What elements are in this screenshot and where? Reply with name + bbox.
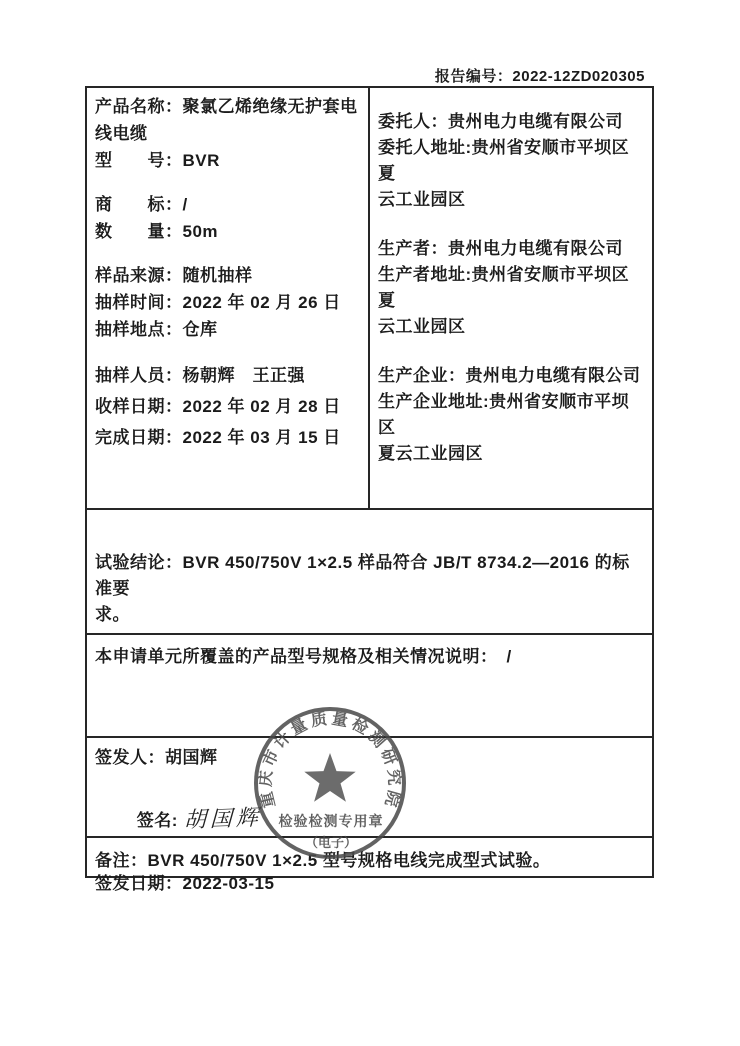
client-info-cell	[370, 88, 652, 508]
handwritten-signature: 胡国辉	[183, 804, 263, 833]
client-line: 委托人：贵州电力电缆有限公司	[378, 112, 623, 131]
issuer-line: 签发人：胡国辉	[95, 748, 218, 767]
product-name-wrap-line: 线电缆	[95, 124, 148, 143]
stamp-subtitle-text: （电子）	[304, 835, 358, 850]
complete-date-line: 完成日期：2022 年 03 月 15 日	[95, 428, 341, 447]
manufacturer-address-wrap-line: 夏云工业园区	[378, 444, 483, 463]
conclusion-wrap-line: 求。	[95, 605, 130, 624]
client-address-line: 委托人地址:贵州省安顺市平坝区夏	[378, 138, 630, 183]
client-address-wrap-line: 云工业园区	[378, 190, 466, 209]
trademark-line: 商 标：/	[95, 195, 188, 214]
receive-date-line: 收样日期：2022 年 02 月 28 日	[95, 397, 341, 416]
spacer	[95, 343, 362, 360]
official-seal-stamp	[240, 693, 420, 873]
sampling-time-line: 抽样时间：2022 年 02 月 26 日	[95, 293, 341, 312]
report-number-value: 2022-12ZD020305	[512, 68, 645, 85]
producer-address-wrap-line: 云工业园区	[378, 317, 466, 336]
producer-line: 生产者：贵州电力电缆有限公司	[378, 239, 623, 258]
quantity-line: 数 量：50m	[95, 222, 219, 241]
sampling-staff-line: 抽样人员：杨朝辉 王正强	[95, 366, 305, 385]
spacer	[95, 174, 362, 191]
report-number-label: 报告编号：	[434, 68, 513, 85]
sample-info-cell	[87, 88, 370, 508]
producer-address-line: 生产者地址:贵州省安顺市平坝区夏	[378, 265, 630, 310]
coverage-statement: 本申请单元所覆盖的产品型号规格及相关情况说明： /	[95, 647, 512, 666]
manufacturer-line: 生产企业：贵州电力电缆有限公司	[378, 366, 641, 385]
star-icon	[304, 753, 355, 802]
spacer	[95, 245, 362, 262]
issue-date-line: 签发日期：2022-03-15	[95, 874, 275, 893]
spacer	[378, 213, 646, 236]
conclusion-cell	[87, 508, 652, 633]
sampling-place-line: 抽样地点：仓库	[95, 320, 218, 339]
signature-label: 签名:	[136, 811, 178, 830]
model-line: 型 号：BVR	[95, 151, 220, 170]
remark-line: 备注：BVR 450/750V 1×2.5 型号规格电线完成型式试验。	[95, 851, 551, 870]
manufacturer-address-line: 生产企业地址:贵州省安顺市平坝区	[378, 392, 630, 437]
stamp-ring-text: 重庆市计量质量检测研究院	[257, 710, 403, 812]
stamp-title-text: 检验检测专用章	[278, 813, 384, 829]
spacer	[378, 340, 646, 363]
product-name-line: 产品名称：聚氯乙烯绝缘无护套电	[95, 97, 358, 116]
info-row	[87, 88, 652, 508]
conclusion-line: 试验结论：BVR 450/750V 1×2.5 样品符合 JB/T 8734.2—2016 的标准要	[95, 553, 630, 598]
sample-source-line: 样品来源：随机抽样	[95, 266, 253, 285]
